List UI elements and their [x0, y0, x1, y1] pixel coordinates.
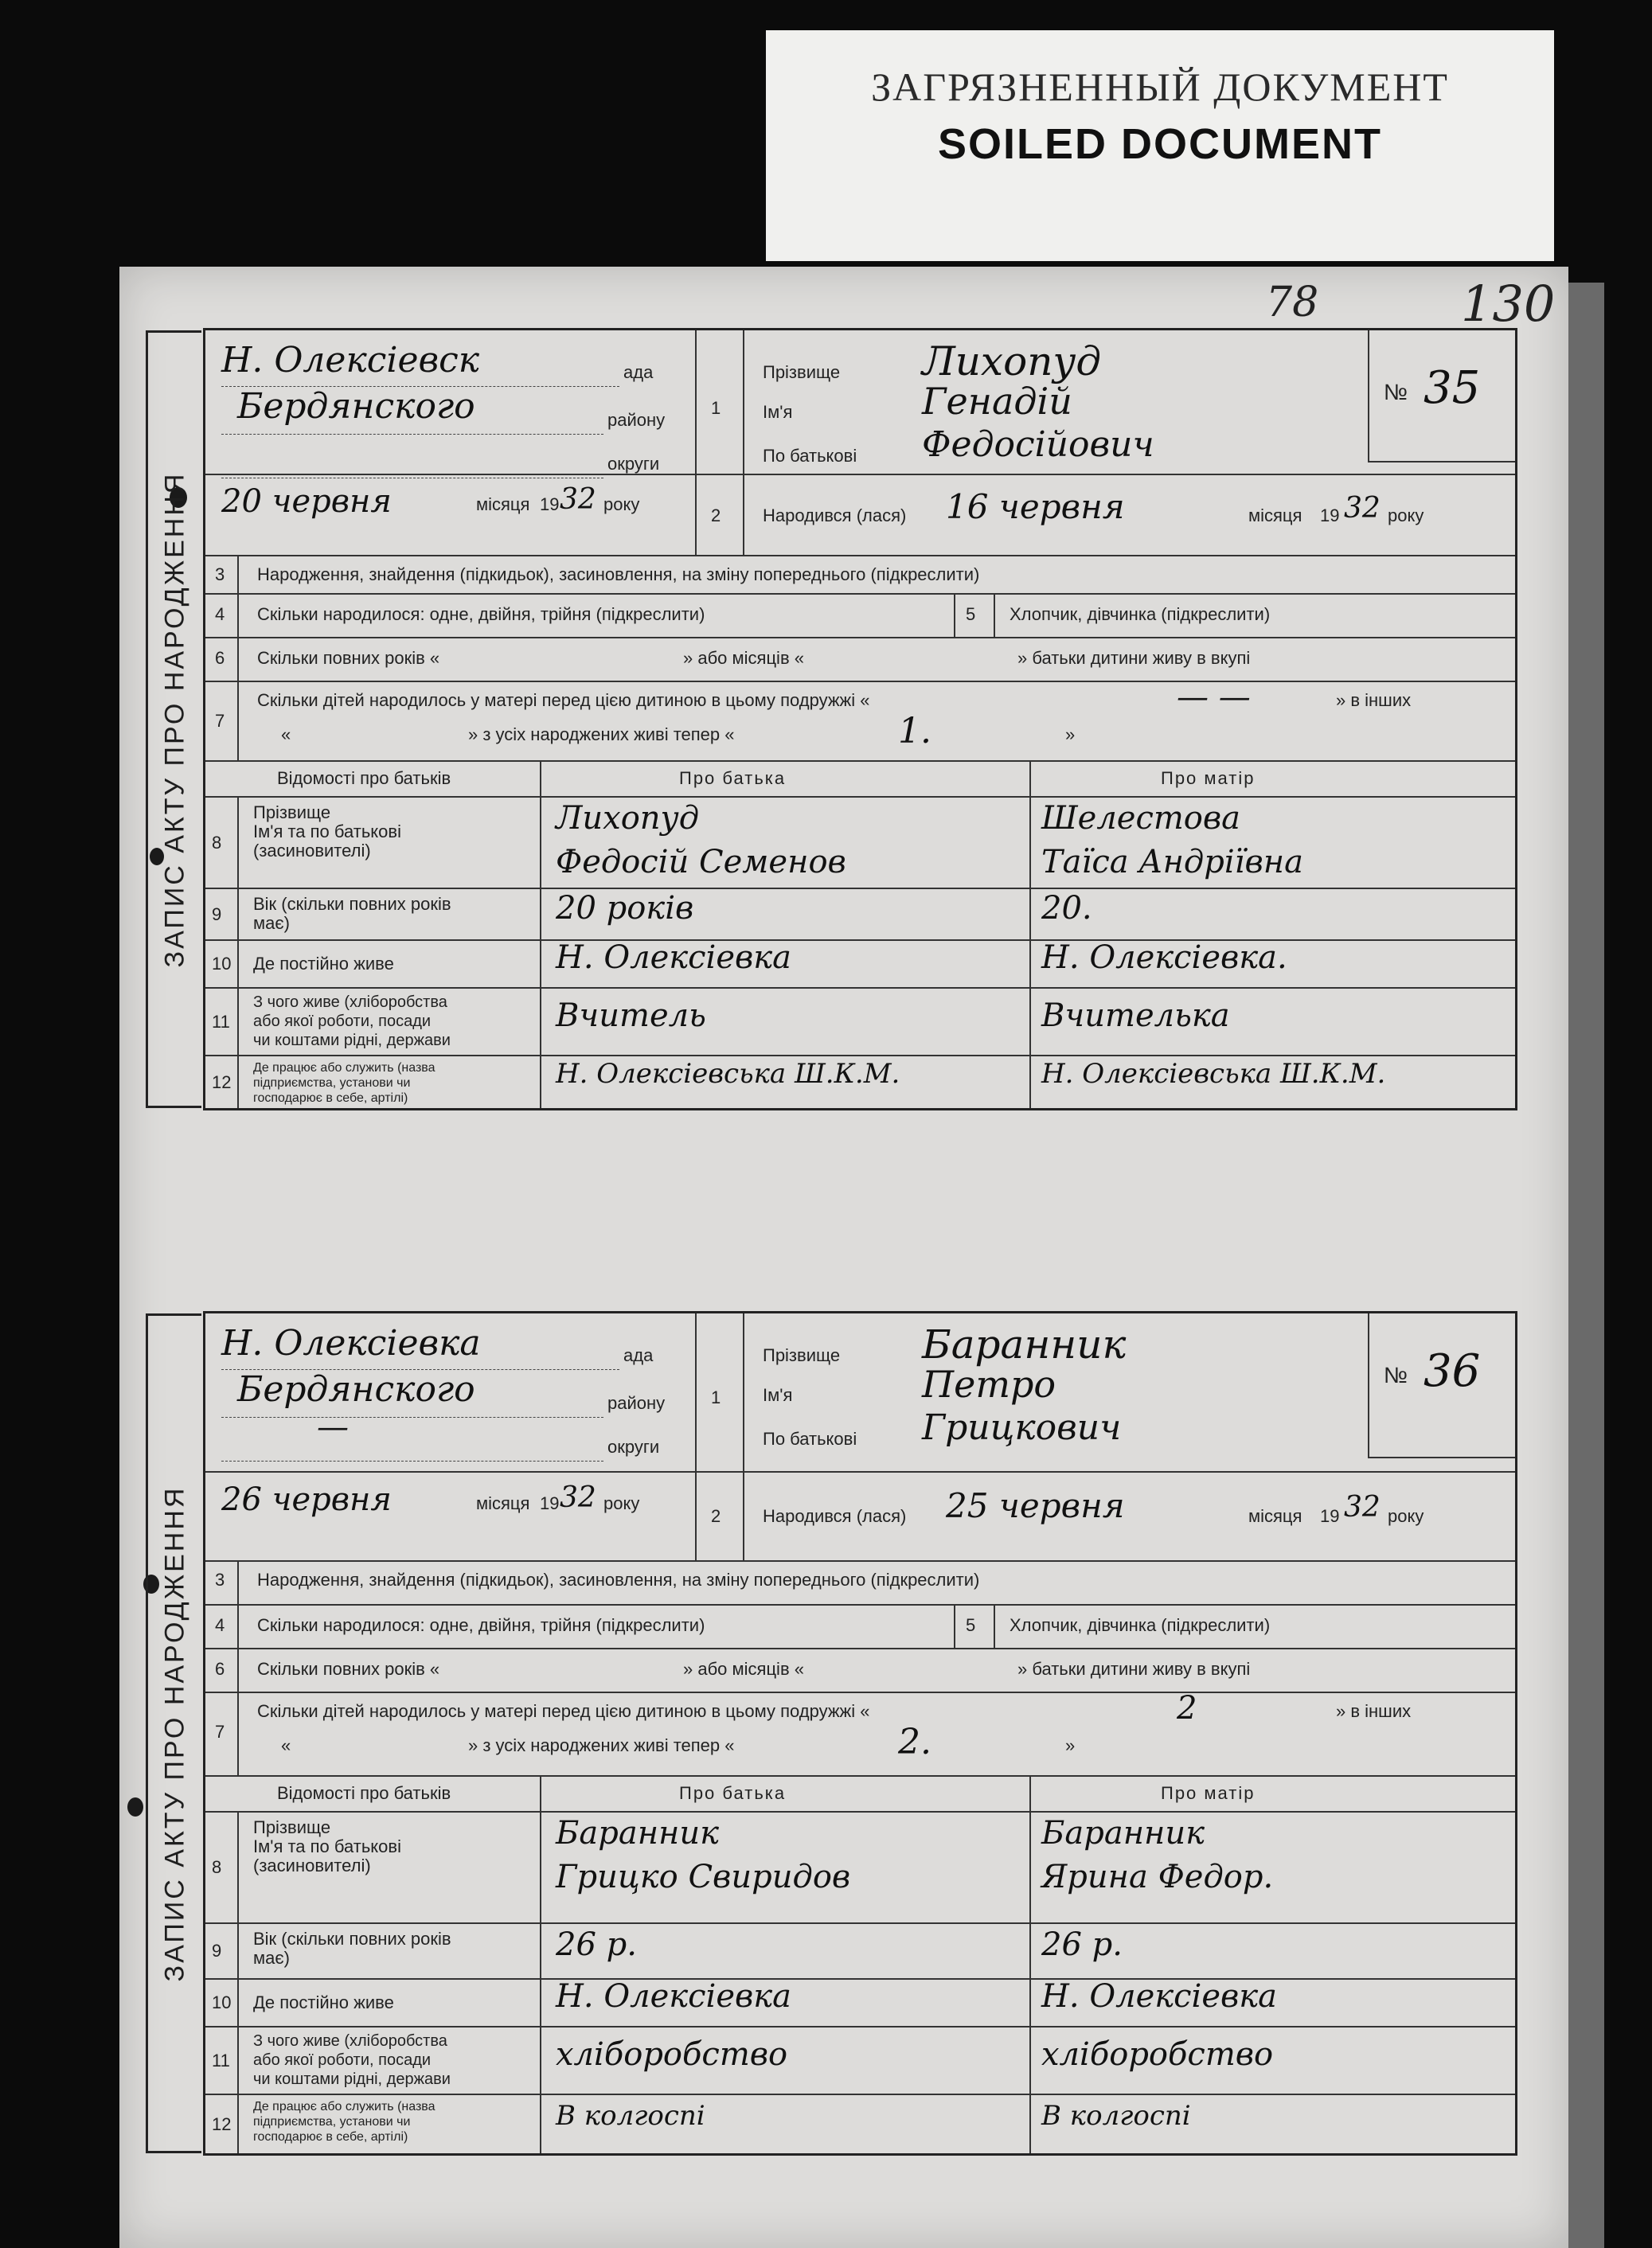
- child-surname-value: Лихопуд: [922, 338, 1102, 384]
- divider: [205, 1978, 1515, 1980]
- row-num-7: 7: [215, 1722, 225, 1742]
- parent-field-label: або якої роботи, посади: [253, 2051, 432, 2069]
- mother-surname-value: Баранник: [1041, 1815, 1205, 1852]
- mother-residence-value: Н. Олексіевка: [1041, 1978, 1278, 2015]
- parent-field-label: Де постійно живе: [253, 954, 394, 974]
- q4-text: Скільки народилося: одне, двійня, трійня (підкреслити): [257, 604, 705, 624]
- divider: [205, 1604, 1515, 1606]
- stamp-english-text: SOILED DOCUMENT: [937, 120, 1382, 168]
- side-label: [146, 330, 201, 1108]
- binding-hole: [127, 1797, 143, 1817]
- rada-label: ада: [623, 362, 654, 382]
- patronymic-label: По батькові: [763, 1429, 857, 1449]
- side-label-text: ЗАПИС АКТУ ПРО НАРОДЖЕННЯ: [159, 1485, 189, 1981]
- child-patronymic-value: Федосійович: [922, 424, 1154, 465]
- divider: [205, 1560, 1515, 1562]
- q3-text: Народження, знайдення (підкидьок), засиновлення, на зміну попереднього (підкреслити): [257, 1570, 980, 1590]
- okruha-value: —: [317, 1409, 349, 1446]
- divider: [205, 1922, 1515, 1924]
- divider: [205, 555, 1515, 556]
- q7-alive-text: » з усіх народжених живі тепер «: [468, 724, 735, 744]
- fill-line: [221, 1461, 603, 1462]
- fill-line: [221, 434, 603, 435]
- q6-years-text: Скільки повних років «: [257, 1659, 440, 1679]
- birth-date-value: 25 червня: [946, 1486, 1125, 1525]
- mother-residence-value: Н. Олексіевка.: [1041, 939, 1287, 976]
- q6-years-text: Скільки повних років «: [257, 648, 440, 668]
- divider: [205, 681, 1515, 682]
- row-num-9: 9: [212, 903, 222, 924]
- parent-field-label: (засиновителі): [253, 1856, 371, 1875]
- record-number-value: 35: [1424, 362, 1481, 414]
- registration-year-prefix: 19: [540, 494, 560, 514]
- divider: [205, 1692, 1515, 1693]
- parents-header: Відомості про батьків: [277, 768, 451, 788]
- divider: [205, 939, 1515, 941]
- parent-field-label: має): [253, 1948, 290, 1968]
- registration-month-label: місяця: [476, 1493, 530, 1514]
- born-label: Народився (лася): [763, 505, 907, 525]
- father-workplace-value: В колгоспі: [556, 2099, 705, 2132]
- divider: [205, 1648, 1515, 1649]
- divider: [205, 1055, 1515, 1056]
- q6-together-text: » батьки дитини живу в вкупі: [1017, 648, 1251, 668]
- rada-label: ада: [623, 1345, 654, 1365]
- parent-field-label: чи коштами рідні, держави: [253, 2070, 451, 2088]
- row-num-12: 12: [212, 2113, 232, 2134]
- okruha-label: округи: [607, 454, 660, 474]
- divider: [205, 593, 1515, 595]
- parent-field-label: або якої роботи, посади: [253, 1013, 432, 1030]
- divider: [1029, 1775, 1031, 2153]
- q7-other-text: » в інших: [1336, 690, 1412, 710]
- q7-alive-value: 1.: [898, 711, 931, 751]
- row-num-4: 4: [215, 604, 225, 624]
- father-residence-value: Н. Олексіевка: [556, 1978, 792, 2015]
- row-num-10: 10: [212, 954, 232, 974]
- raion-value: Бердянского: [237, 1369, 475, 1410]
- birth-month-label: місяця: [1248, 1505, 1302, 1526]
- row-num-3: 3: [215, 564, 225, 584]
- fill-line: [221, 1417, 603, 1418]
- birth-year-prefix: 19: [1320, 505, 1340, 525]
- divider: [743, 330, 744, 555]
- surname-label: Прізвище: [763, 362, 841, 382]
- village-value: Н. Олексіевка: [221, 1323, 481, 1364]
- row-num-8: 8: [212, 832, 222, 853]
- q6-together-text: » батьки дитини живу в вкупі: [1017, 1659, 1251, 1679]
- row-num-12: 12: [212, 1071, 232, 1092]
- divider: [237, 796, 239, 1108]
- mother-occupation-value: Вчителька: [1041, 997, 1230, 1034]
- q7-alive-value: 2.: [898, 1722, 931, 1762]
- divider: [237, 555, 239, 760]
- number-label: №: [1384, 380, 1408, 404]
- mother-age-value: 26 р.: [1041, 1926, 1123, 1963]
- registration-date-value: 26 червня: [221, 1481, 392, 1518]
- divider: [1368, 1457, 1515, 1458]
- divider: [540, 1775, 541, 2153]
- divider: [205, 637, 1515, 638]
- birth-year-value: 32: [1344, 492, 1381, 525]
- mother-workplace-value: Н. Олексіевська Ш.К.М.: [1041, 1057, 1386, 1090]
- stamp-russian-text: ЗАГРЯЗНЕННЫЙ ДОКУМЕНТ: [871, 64, 1449, 109]
- divider: [205, 760, 1515, 762]
- soiled-document-stamp: [766, 30, 1554, 261]
- parent-field-label: Ім'я та по батькові: [253, 1836, 401, 1856]
- divider: [205, 796, 1515, 798]
- q6-months-text: » або місяців «: [683, 1659, 804, 1679]
- father-name-value: Грицко Свиридов: [556, 1859, 851, 1895]
- birth-month-label: місяця: [1248, 505, 1302, 525]
- row-num-11: 11: [212, 1011, 230, 1032]
- divider: [1029, 760, 1031, 1108]
- mother-surname-value: Шелестова: [1041, 800, 1240, 837]
- row-num-6: 6: [215, 648, 225, 668]
- q3-text: Народження, знайдення (підкидьок), засиновлення, на зміну попереднього (підкреслити): [257, 564, 980, 584]
- number-label: №: [1384, 1363, 1408, 1387]
- page-edge: [1564, 283, 1604, 2248]
- registration-year-label: року: [603, 494, 640, 514]
- divider: [1368, 330, 1369, 461]
- row-num-9: 9: [212, 1941, 222, 1961]
- birth-date-value: 16 червня: [946, 487, 1125, 527]
- parent-field-label: Вік (скільки повних років: [253, 1929, 451, 1949]
- divider: [695, 330, 697, 555]
- raion-label: району: [607, 410, 666, 430]
- mother-header: Про матір: [1161, 768, 1256, 788]
- row-num-6: 6: [215, 1659, 225, 1679]
- child-patronymic-value: Грицкович: [922, 1407, 1122, 1448]
- raion-value: Бердянского: [237, 386, 475, 427]
- father-workplace-value: Н. Олексіевська Ш.К.М.: [556, 1057, 900, 1090]
- q7-close-quote: »: [1065, 724, 1076, 744]
- q7-alive-text: » з усіх народжених живі тепер «: [468, 1735, 735, 1755]
- row-num-5: 5: [966, 1615, 976, 1635]
- birth-record-form-1: [159, 328, 1517, 1110]
- q5-text: Хлопчик, дівчинка (підкреслити): [1010, 604, 1271, 624]
- q7-marriage-text: Скільки дітей народилось у матері перед цією дитиною в цьому подружжі «: [257, 1701, 870, 1721]
- father-age-value: 26 р.: [556, 1926, 637, 1963]
- side-label-text: ЗАПИС АКТУ ПРО НАРОДЖЕННЯ: [159, 471, 189, 967]
- divider: [994, 593, 995, 637]
- father-occupation-value: хліборобство: [556, 2035, 788, 2073]
- divider: [1368, 1313, 1369, 1457]
- father-name-value: Федосій Семенов: [556, 844, 846, 880]
- father-surname-value: Лихопуд: [556, 800, 700, 837]
- father-header: Про батька: [679, 1783, 787, 1803]
- child-name-value: Петро: [922, 1363, 1056, 1406]
- row-num-8: 8: [212, 1857, 222, 1877]
- parent-field-label: З чого живе (хліборобства: [253, 993, 447, 1011]
- raion-label: району: [607, 1393, 666, 1413]
- divider: [695, 1313, 697, 1560]
- parent-field-label: Де працює або служить (назва: [253, 2100, 435, 2113]
- row-num-5: 5: [966, 604, 976, 624]
- mother-occupation-value: хліборобство: [1041, 2035, 1274, 2073]
- parent-field-label: Вік (скільки повних років: [253, 894, 451, 914]
- row-num-2: 2: [711, 1505, 721, 1526]
- divider: [954, 593, 955, 637]
- parent-field-label: чи коштами рідні, держави: [253, 1032, 451, 1049]
- q7-close-quote: »: [1065, 1735, 1076, 1755]
- divider: [994, 1604, 995, 1648]
- okruha-label: округи: [607, 1437, 660, 1457]
- side-label: [146, 1313, 201, 2153]
- registration-month-label: місяця: [476, 494, 530, 514]
- surname-label: Прізвище: [763, 1345, 841, 1365]
- divider: [743, 1313, 744, 1560]
- divider: [540, 760, 541, 1108]
- divider: [1368, 461, 1515, 462]
- parent-field-label: підприємства, установи чи: [253, 1076, 411, 1090]
- parent-field-label: підприємства, установи чи: [253, 2115, 411, 2129]
- mother-name-value: Таїса Андріївна: [1041, 844, 1303, 880]
- father-surname-value: Баранник: [556, 1815, 720, 1852]
- row-num-3: 3: [215, 1570, 225, 1590]
- birth-year-label: року: [1388, 1505, 1424, 1526]
- patronymic-label: По батькові: [763, 446, 857, 466]
- row-num-7: 7: [215, 711, 225, 731]
- name-label: Ім'я: [763, 402, 793, 422]
- mother-name-value: Ярина Федор.: [1041, 1859, 1274, 1895]
- birth-year-value: 32: [1344, 1491, 1381, 1524]
- birth-year-prefix: 19: [1320, 1505, 1340, 1526]
- parents-header: Відомості про батьків: [277, 1783, 451, 1803]
- parent-field-label: господарює в себе, артілі): [253, 2130, 408, 2144]
- parent-field-label: господарює в себе, артілі): [253, 1091, 408, 1105]
- divider: [205, 2026, 1515, 2027]
- q7-open-quote: «: [281, 724, 291, 744]
- row-num-10: 10: [212, 1992, 232, 2012]
- divider: [237, 1560, 239, 1775]
- father-residence-value: Н. Олексіевка: [556, 939, 792, 976]
- divider: [237, 1811, 239, 2153]
- father-header: Про батька: [679, 768, 787, 788]
- father-occupation-value: Вчитель: [556, 997, 706, 1034]
- parent-field-label: має): [253, 913, 290, 933]
- q7-other-text: » в інших: [1336, 1701, 1412, 1721]
- divider: [205, 888, 1515, 889]
- row-num-1: 1: [711, 397, 721, 418]
- divider: [954, 1604, 955, 1648]
- page-number-right: 130: [1461, 275, 1556, 333]
- divider: [205, 1471, 1515, 1473]
- row-num-1: 1: [711, 1387, 721, 1407]
- q7-marriage-text: Скільки дітей народилось у матері перед цією дитиною в цьому подружжі «: [257, 690, 870, 710]
- parent-field-label: Прізвище: [253, 802, 331, 822]
- birth-year-label: року: [1388, 505, 1424, 525]
- row-num-4: 4: [215, 1615, 225, 1635]
- parent-field-label: (засиновителі): [253, 841, 371, 861]
- mother-workplace-value: В колгоспі: [1041, 2099, 1191, 2132]
- q7-marriage-value: 2: [1177, 1690, 1197, 1727]
- row-num-2: 2: [711, 505, 721, 525]
- divider: [205, 474, 1515, 475]
- born-label: Народився (лася): [763, 1505, 907, 1526]
- row-num-11: 11: [212, 2050, 230, 2070]
- q6-months-text: » або місяців «: [683, 648, 804, 668]
- page-number-left: 78: [1266, 279, 1319, 326]
- child-surname-value: Баранник: [922, 1321, 1127, 1368]
- parent-field-label: Прізвище: [253, 1817, 331, 1837]
- birth-record-form-2: [159, 1311, 1517, 2156]
- mother-age-value: 20.: [1041, 889, 1092, 927]
- registration-year-prefix: 19: [540, 1493, 560, 1514]
- registration-year-value: 32: [560, 482, 596, 516]
- parent-field-label: Ім'я та по батькові: [253, 822, 401, 841]
- village-value: Н. Олексіевск: [221, 340, 480, 381]
- father-age-value: 20 років: [556, 889, 694, 927]
- divider: [205, 1811, 1515, 1813]
- q7-marriage-value: — —: [1177, 679, 1251, 716]
- name-label: Ім'я: [763, 1385, 793, 1405]
- registration-date-value: 20 червня: [221, 482, 392, 520]
- divider: [205, 1775, 1515, 1777]
- record-number-value: 36: [1424, 1345, 1481, 1397]
- parent-field-label: Де постійно живе: [253, 1992, 394, 2012]
- registration-year-label: року: [603, 1493, 640, 1514]
- divider: [205, 2094, 1515, 2095]
- registration-year-value: 32: [560, 1481, 596, 1514]
- child-name-value: Генадій: [922, 380, 1072, 423]
- q7-open-quote: «: [281, 1735, 291, 1755]
- mother-header: Про матір: [1161, 1783, 1256, 1803]
- parent-field-label: З чого живе (хліборобства: [253, 2032, 447, 2050]
- divider: [205, 987, 1515, 989]
- q4-text: Скільки народилося: одне, двійня, трійня (підкреслити): [257, 1615, 705, 1635]
- q5-text: Хлопчик, дівчинка (підкреслити): [1010, 1615, 1271, 1635]
- parent-field-label: Де працює або служить (назва: [253, 1061, 435, 1075]
